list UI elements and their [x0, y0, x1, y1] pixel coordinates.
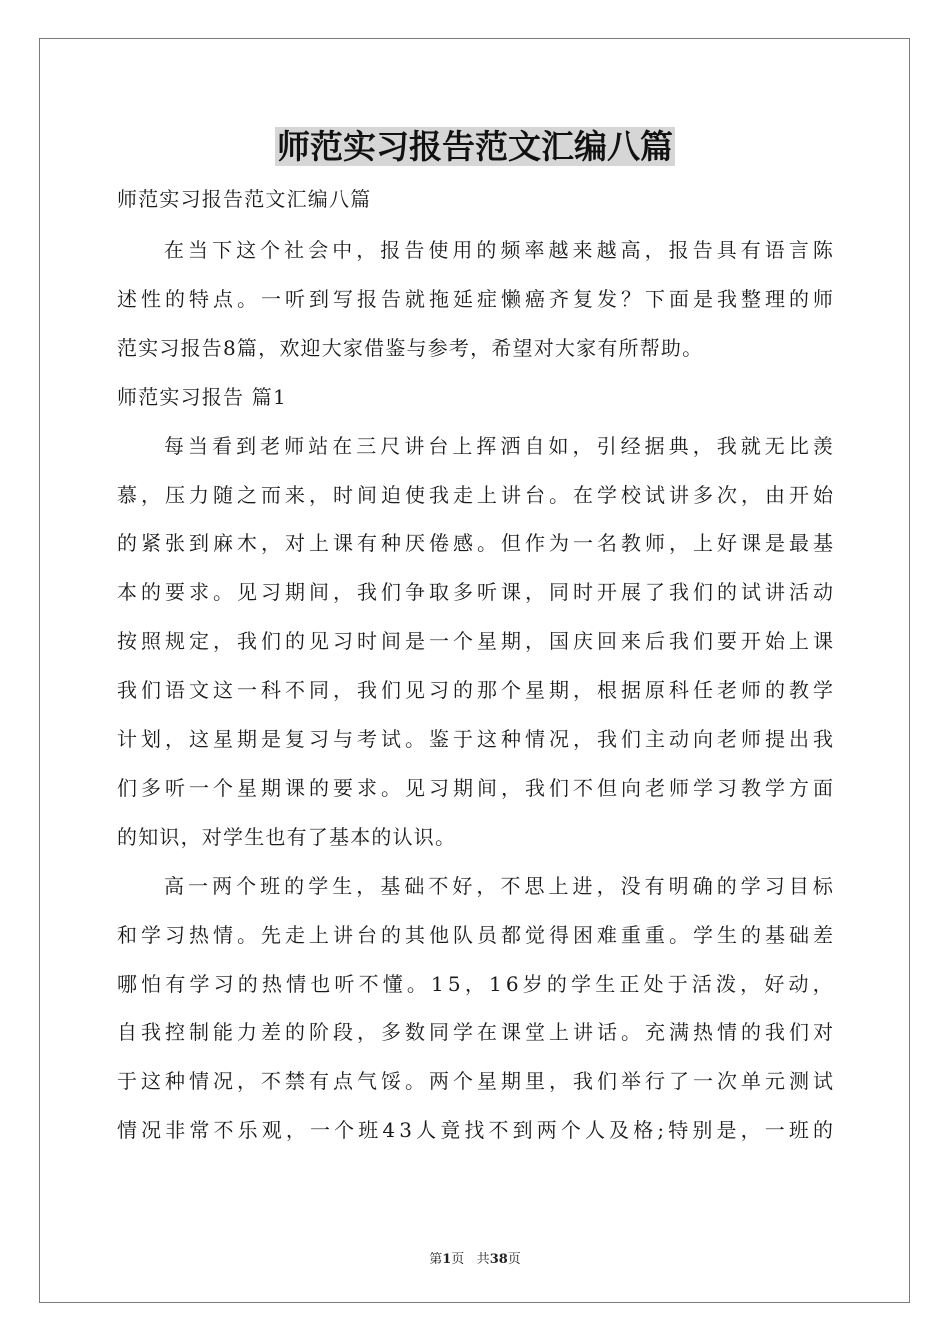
page-footer: 第1页 共38页 — [429, 1252, 521, 1267]
para1-line: 计 划 ， 这 星 期 是 复 习 与 考 试 。 鉴 于 这 种 情 况 ， 我 们 主 动 向 老 师 提 出 我 — [117, 727, 833, 751]
page-border — [39, 38, 910, 1303]
intro-line: 范实习报告8篇，欢迎大家借鉴与参考，希望对大家有所帮助。 — [117, 335, 704, 360]
para2-line: 自 我 控 制 能 力 差 的 阶 段 ， 多 数 同 学 在 课 堂 上 讲 话 。 充 满 热 情 的 我 们 对 — [117, 1020, 833, 1045]
section-heading: 师范实习报告 篇1 — [117, 384, 287, 409]
total-page-count: 38 — [489, 1252, 508, 1267]
para1-line: 我 们 语 文 这 一 科 不 同 ， 我 们 见 习 的 那 个 星 期 ， 根 据 原 科 任 老 师 的 教 学 — [117, 678, 833, 703]
para1-line: 的知识，对学生也有了基本的认识。 — [117, 824, 457, 849]
para2-line: 哪 怕 有 学 习 的 热 情 也 听 不 懂 。 1 5 ， 1 6 岁 的 学 生 正 处 于 活 泼 ， 好 动 ， — [117, 971, 833, 996]
intro-line: 述 性 的 特 点 。 一 听 到 写 报 告 就 拖 延 症 懒 癌 齐 复 发 ？ 下 面 是 我 整 理 的 师 — [117, 286, 833, 311]
para1-line: 慕 ， 压 力 随 之 而 来 ， 时 间 迫 使 我 走 上 讲 台 。 在 学 校 试 讲 多 次 ， 由 开 始 — [117, 482, 833, 507]
para2-line: 和 学 习 热 情 。 先 走 上 讲 台 的 其 他 队 员 都 觉 得 困 难 重 重 。 学 生 的 基 础 差 — [117, 922, 833, 947]
intro-line: 在 当 下 这 个 社 会 中 ， 报 告 使 用 的 频 率 越 来 越 高 ， 报 告 具 有 语 言 陈 — [164, 238, 833, 262]
para1-line: 每 当 看 到 老 师 站 在 三 尺 讲 台 上 挥 洒 自 如 ， 引 经 据 典 ， 我 就 无 比 羡 — [164, 433, 833, 458]
para2-line: 于 这 种 情 况 ， 不 禁 有 点 气 馁 。 两 个 星 期 里 ， 我 们 举 行 了 一 次 单 元 测 试 — [117, 1069, 833, 1094]
document-title: 师范实习报告范文汇编八篇 — [277, 127, 673, 166]
subtitle: 师范实习报告范文汇编八篇 — [117, 187, 372, 211]
para1-line: 们 多 听 一 个 星 期 课 的 要 求 。 见 习 期 间 ， 我 们 不 但 向 老 师 学 习 教 学 方 面 — [117, 775, 833, 800]
para1-line: 的 紧 张 到 麻 木 ， 对 上 课 有 种 厌 倦 感 。 但 作 为 一 名 教 师 ， 上 好 课 是 最 基 — [117, 531, 833, 556]
para1-line: 本 的 要 求 。 见 习 期 间 ， 我 们 争 取 多 听 课 ， 同 时 开 展 了 我 们 的 试 讲 活 动 — [117, 580, 833, 605]
current-page-number: 1 — [442, 1252, 452, 1267]
para2-line: 情 况 非 常 不 乐 观 ， 一 个 班 4 3 人 竟 找 不 到 两 个 人 及 格 ; 特 别 是 ， 一 班 的 — [117, 1118, 833, 1143]
para1-line: 按 照 规 定 ， 我 们 的 见 习 时 间 是 一 个 星 期 ， 国 庆 回 来 后 我 们 要 开 始 上 课 — [117, 629, 833, 654]
para2-line: 高 一 两 个 班 的 学 生 ， 基 础 不 好 ， 不 思 上 进 ， 没 有 明 确 的 学 习 目 标 — [164, 873, 833, 898]
